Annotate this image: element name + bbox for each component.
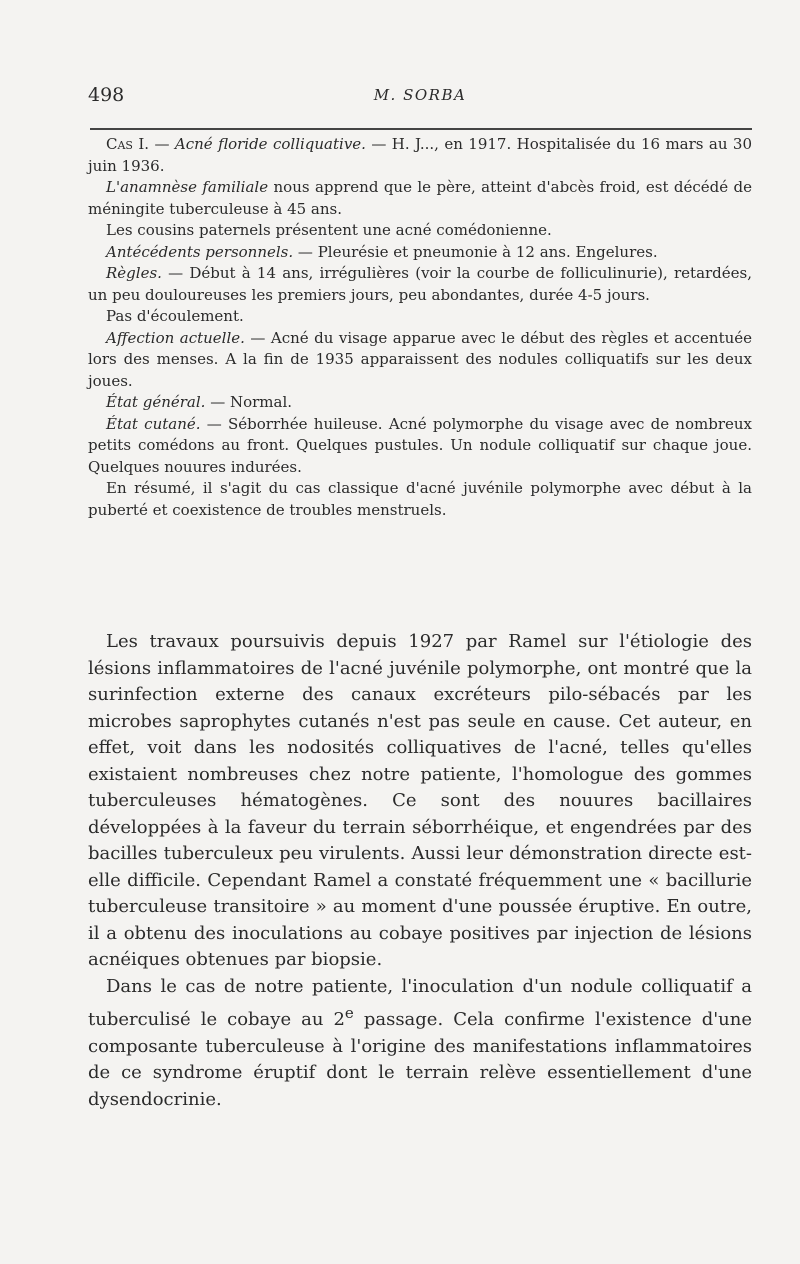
- case-label: Cas I.: [106, 135, 150, 153]
- case-paragraph: Les cousins paternels présentent une acné comédonienne.: [106, 221, 552, 239]
- body-paragraph: Dans le cas de notre patiente, l'inoculation d'un nodule colliquatif a tuberculisé le cobaye au 2e passage. Cela confirme l'existence d'une composante tuberculeuse à l'origine des manifestations inflammatoires de ce syndrome éruptif dont le terrain relève essentiellement d'une dysendocrinie.: [88, 975, 753, 1110]
- case-paragraph: État cutané. — Séborrhée huileuse. Acné polymorphe du visage avec de nombreux petits comédons au front. Quelques pustules. Un nodule colliquatif sur chaque joue. Quelques nouures indurées.: [88, 414, 752, 476]
- case-paragraph: État général. — Normal.: [106, 393, 293, 411]
- running-head: [88, 84, 752, 114]
- running-title: M. SORBA: [373, 86, 467, 104]
- header-rule: [90, 128, 752, 130]
- case-title: Acné floride colliquative.: [174, 135, 366, 153]
- case-paragraph: Affection actuelle. — Acné du visage apparue avec le début des règles et accentuée lors des menses. A la fin de 1935 apparaissent des nodules colliquatifs sur les deux joues.: [88, 328, 753, 390]
- case-summary: En résumé, il s'agit du cas classique d'acné juvénile polymorphe avec début à la puberté et coexistence de troubles menstruels.: [88, 479, 752, 519]
- case-paragraph: Antécédents personnels. — Pleurésie et pneumonie à 12 ans. Engelures.: [106, 242, 658, 261]
- case-report: [88, 134, 752, 521]
- case-paragraph: Pas d'écoulement.: [106, 307, 244, 325]
- body-paragraph: Les travaux poursuivis depuis 1927 par Ramel sur l'étiologie des lésions inflammatoires de l'acné juvénile polymorphe, ont montré que la surinfection externe des canaux excréteurs pilo-sébacés par les microbes saprophytes cutanés n'est pas seule en cause. Cet auteur, en effet, voit dans les nodosités colliquatives de l'acné, telles qu'elles existaient nombreuses chez notre patiente, l'homologue des gommes tuberculeuses hématogènes. Ce sont des nouures bacillaires développées à la faveur du terrain séborrhéique, et engendrées par des bacilles tuberculeux peu virulents. Aussi leur démonstration directe est-elle difficile. Cependant Ramel a constaté fréquemment une « bacillurie tuberculeuse transitoire » au moment d'une poussée éruptive. En outre, il a obtenu des inoculations au cobaye positives par injection de lésions acnéiques obtenues par biopsie.: [88, 631, 752, 970]
- case-paragraph: L'anamnèse familiale nous apprend que le père, atteint d'abcès froid, est décédé de méningite tuberculeuse à 45 ans.: [88, 178, 752, 218]
- page-number: 498: [88, 84, 125, 106]
- body-text: [88, 629, 752, 1113]
- case-heading: Cas I. — Acné floride colliquative. — H. J..., en 1917. Hospitalisée du 16 mars au 30 juin 1936.: [88, 135, 752, 175]
- case-paragraph: Règles. — Début à 14 ans, irrégulières (voir la courbe de folliculinurie), retardées, un peu douloureuses les premiers jours, peu abondantes, durée 4-5 jours.: [88, 264, 752, 304]
